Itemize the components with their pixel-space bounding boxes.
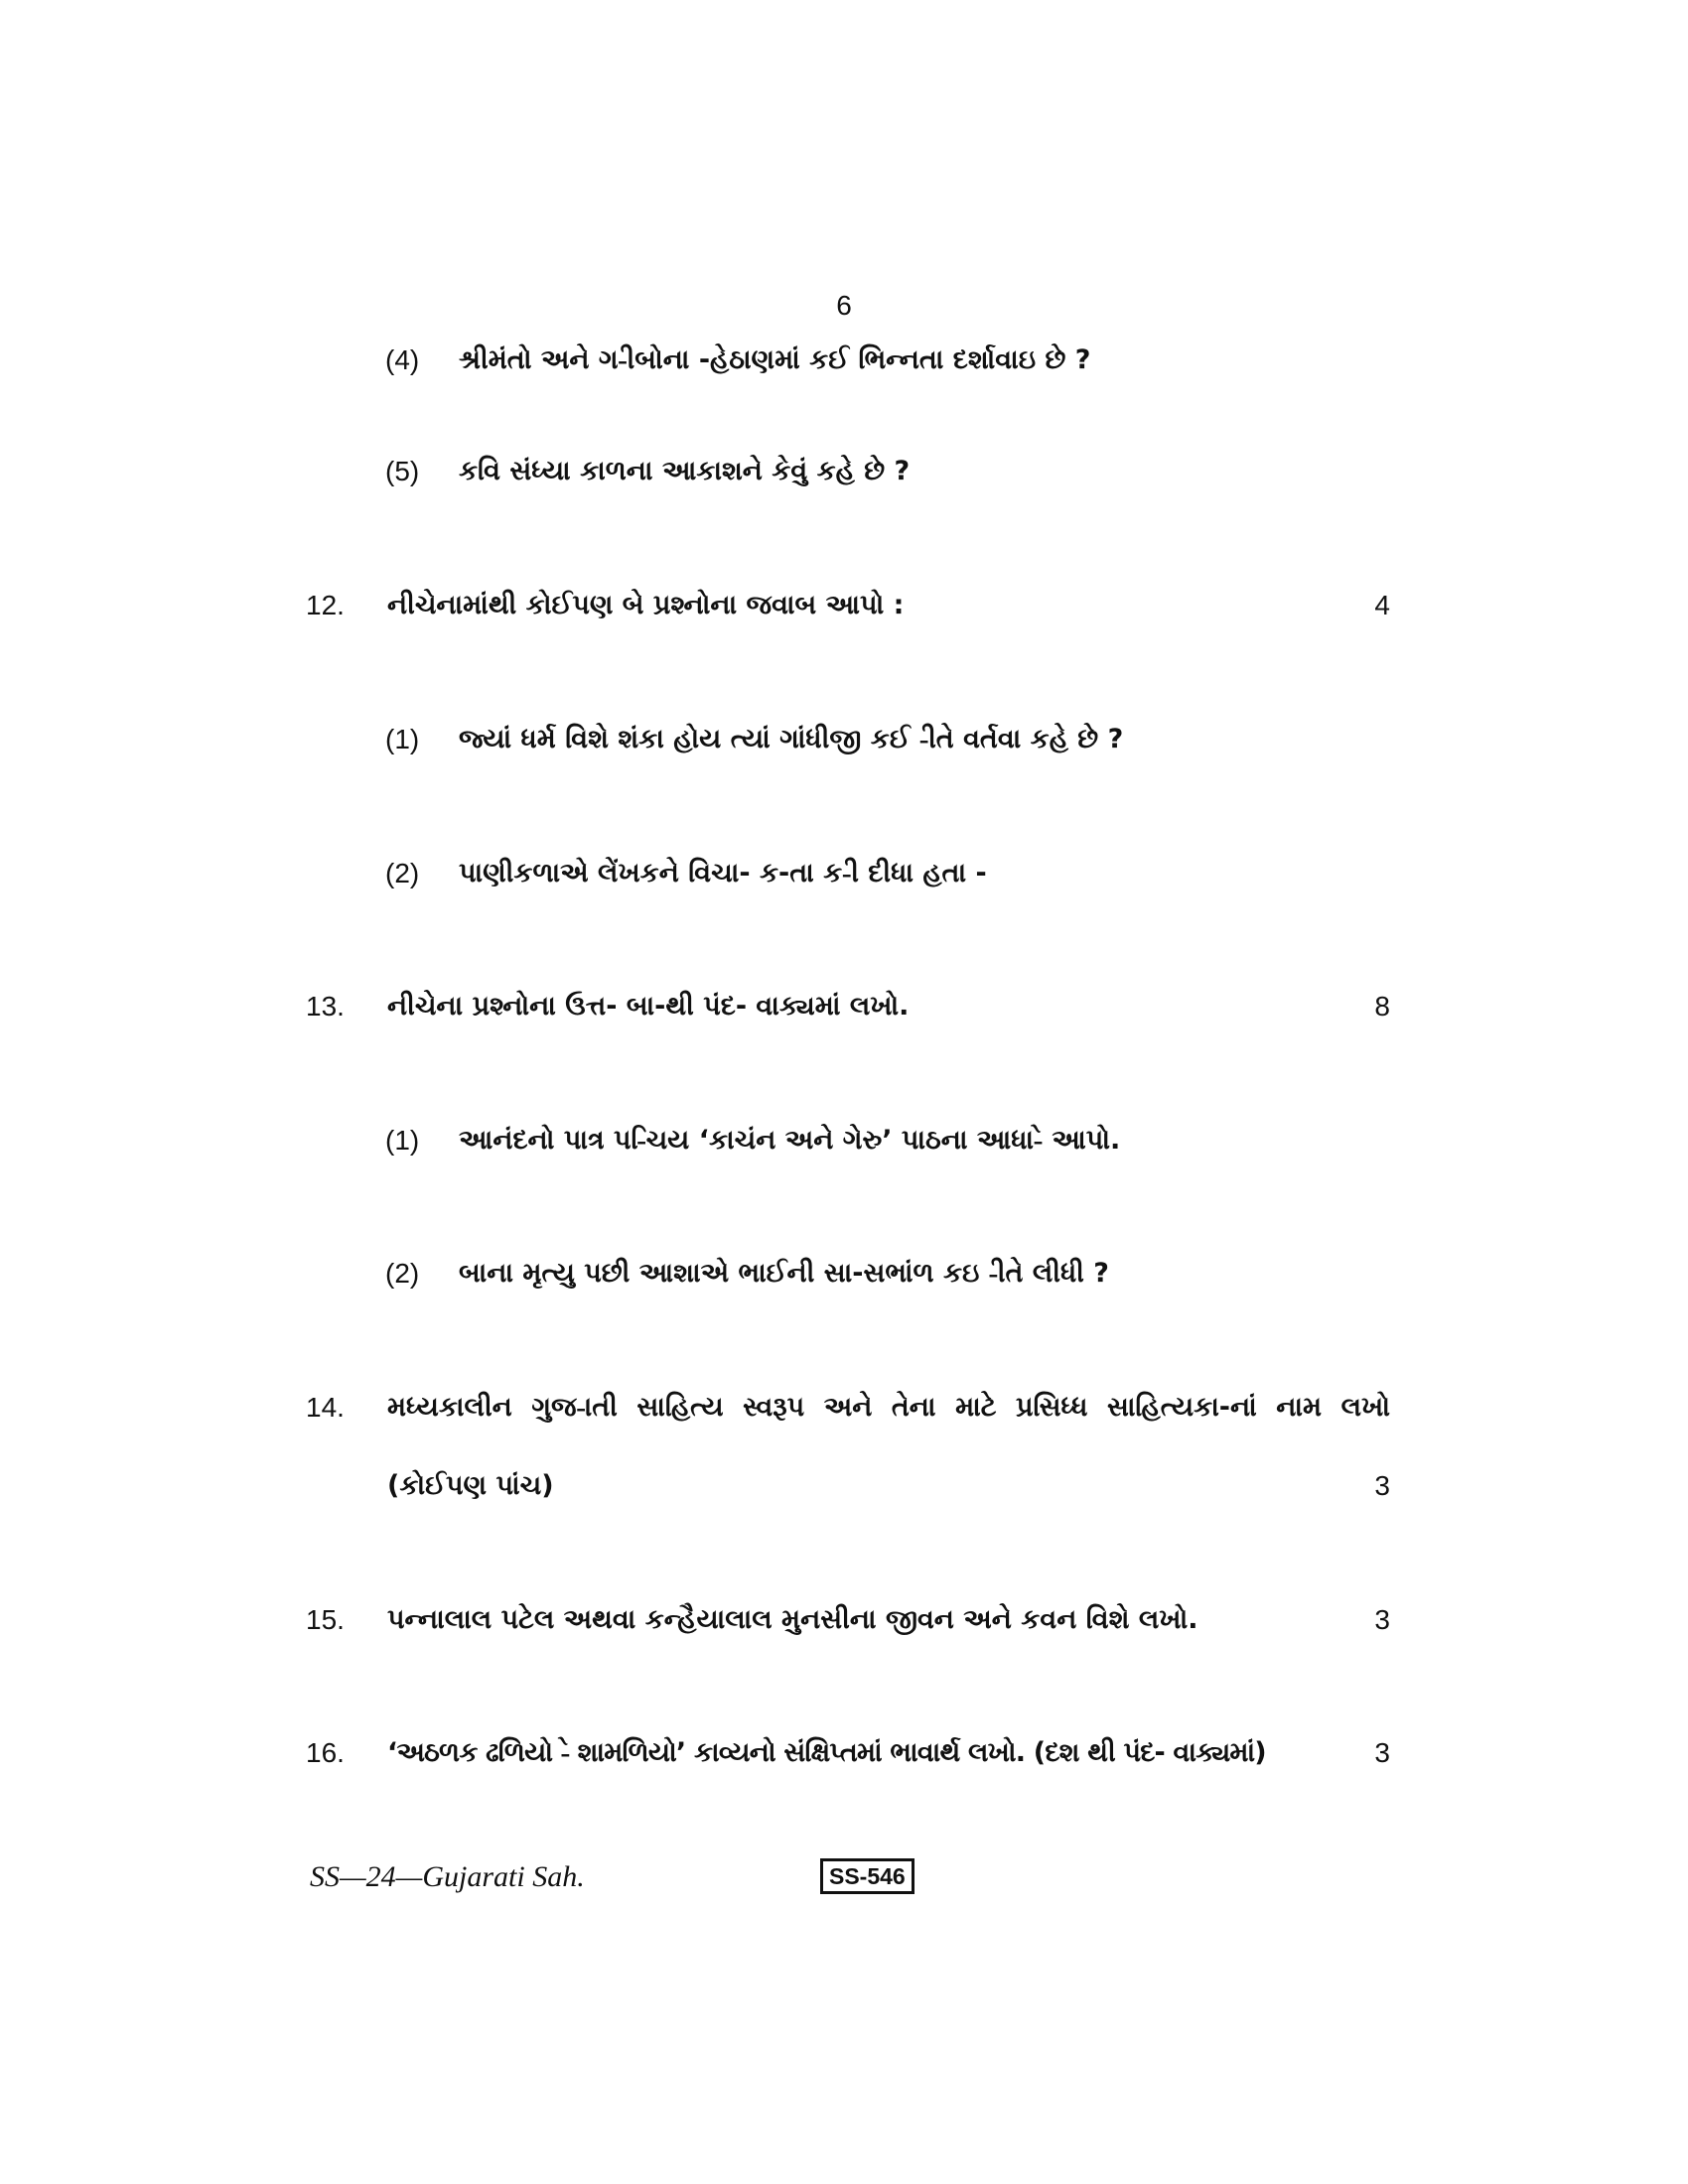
question-number: 12.	[306, 590, 345, 620]
question-text: ‘અઠળક ઢળિયો -ે શામળિયો’ કાવ્યનો સંક્ષિપ્તમાં ભાવાર્થ લખો. (દશ થી પંદ- વાક્યમાં)	[387, 1737, 1266, 1768]
subquestion-text: શ્રીમંતો અને ગ-ીબોના -હેઠાણમાં કઈ ભિન્નતા દર્શાવાઇ છે ?	[459, 344, 1091, 375]
question-marks: 8	[1374, 991, 1390, 1022]
question-text-continued: (કોઈપણ પાંચ)	[387, 1470, 554, 1501]
subquestion-number: (4)	[385, 344, 420, 375]
page-number: 6	[836, 290, 852, 321]
subquestion-text: જ્યાં ધર્મ વિશે શંકા હોય ત્યાં ગાંધીજી કઈ -ીતે વર્તવા કહે છે ?	[459, 724, 1124, 754]
footer-paper-code: SS—24—Gujarati Sah.	[310, 1860, 585, 1893]
question-text: પન્નાલાલ પટેલ અથવા કન્હૈયાલાલ મુનસીના જીવન અને કવન વિશે લખો.	[387, 1604, 1198, 1635]
subquestion-text: કવિ સંધ્યા કાળના આકાશને કેવું કહે છે ?	[459, 456, 911, 486]
subquestion-text: બાના મૃત્યુ પછી આશાએ ભાઈની સા-સભાંળ કઇ -ીતે લીધી ?	[459, 1258, 1109, 1289]
question-text: નીચેનામાંથી કોઈપણ બે પ્રશ્નોના જવાબ આપો :	[387, 590, 905, 620]
subquestion-number: (2)	[385, 858, 420, 888]
question-text: નીચેના પ્રશ્નોના ઉત્ત- બા-થી પંદ- વાક્યમાં લખો.	[387, 991, 910, 1022]
question-marks: 3	[1374, 1604, 1390, 1635]
subquestion-text: પાણીકળાએ લેંખકને વિચા- ક-તા ક-ી દીધા હતા -	[459, 858, 987, 888]
question-number: 15.	[306, 1604, 345, 1635]
subquestion-number: (5)	[385, 456, 420, 486]
question-text: મધ્યકાલીન ગુજ-ાતી સાહિત્ય સ્વરૂપ અને તેના માટે પ્રસિધ્ધ સાહિત્યકા-નાં નામ લખો	[387, 1392, 1390, 1423]
question-marks: 3	[1374, 1737, 1390, 1768]
question-number: 16.	[306, 1737, 345, 1768]
question-number: 13.	[306, 991, 345, 1022]
question-marks: 4	[1374, 590, 1390, 620]
subquestion-number: (1)	[385, 724, 420, 754]
footer-series-code-box: SS-546	[820, 1858, 914, 1894]
subquestion-text: આનંદનો પાત્ર પ-િચય ‘કાચંન અને ગેરુ’ પાઠના આધા-ે આપો.	[459, 1125, 1121, 1156]
question-number: 14.	[306, 1392, 345, 1423]
subquestion-number: (2)	[385, 1258, 420, 1289]
subquestion-number: (1)	[385, 1125, 420, 1156]
question-marks: 3	[1374, 1470, 1390, 1501]
